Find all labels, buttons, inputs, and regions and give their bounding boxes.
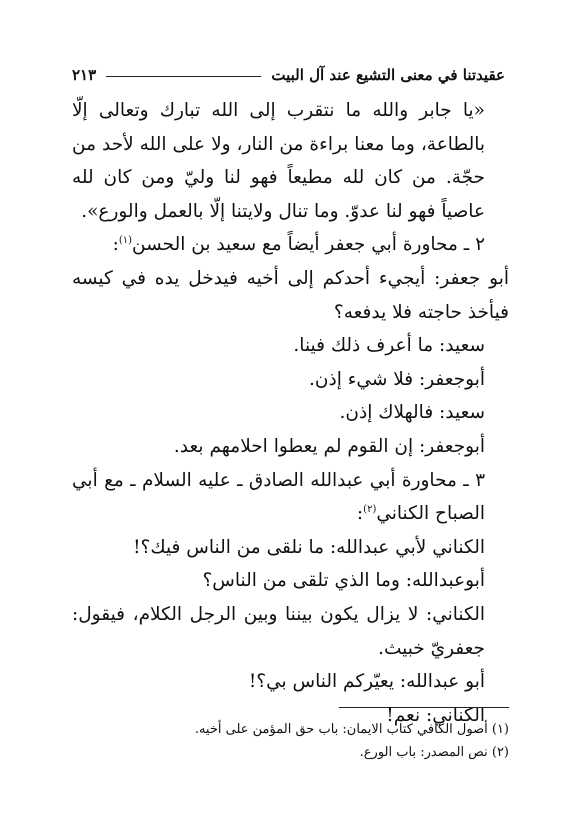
section-heading-2-text: ٢ ـ محاورة أبي جعفر أيضاً مع سعيد بن الحسن xyxy=(132,234,485,256)
footnote-ref-1: (١) xyxy=(118,235,133,247)
dialogue-line: أبوجعفر: إن القوم لم يعطوا احلامهم بعد. xyxy=(173,435,485,457)
main-text xyxy=(72,94,509,732)
page-number: ٢١٣ xyxy=(72,66,97,84)
footnote-1: (١) أصول الكافي كتاب الايمان: باب حق المؤمن على أخيه. xyxy=(194,722,509,737)
footnote-2: (٢) نص المصدر: باب الورع. xyxy=(359,745,509,760)
running-header xyxy=(72,62,505,88)
header-rule xyxy=(106,76,261,77)
section-heading-3-text: ٣ ـ محاورة أبي عبدالله الصادق ـ عليه السلام ـ مع أبي الصباح الكناني xyxy=(72,469,485,525)
dialogue-line: الكناني: لا يزال يكون بيننا وبين الرجل الكلام، فيقول: جعفريّ خبيث. xyxy=(72,603,485,659)
dialogue-line: الكناني: نعم! xyxy=(386,704,485,726)
dialogue-line: أبو جعفر: أيجيء أحدكم إلى أخيه فيدخل يده في كيسه فيأخذ حاجته فلا يدفعه؟ xyxy=(72,267,509,323)
section-heading-2 xyxy=(72,228,509,262)
section-heading-3-colon: : xyxy=(356,503,364,525)
section-heading-3 xyxy=(72,464,509,531)
quote-paragraph: «يا جابر والله ما نتقرب إلى الله تبارك وتعالى إلّا بالطاعة، وما معنا براءة من النار، ولا على الله لأحد من حجّة. من كان لله مطيعاً فهو لنا وليّ ومن كان لله عاصياً فهو لنا عدوّ. وما تنال ولايتنا إلّا بالعمل والورع». xyxy=(72,100,485,222)
dialogue-line: أبو عبدالله: يعيّركم الناس بي؟! xyxy=(248,671,485,693)
footnote-separator xyxy=(339,707,509,708)
section-heading-2-colon: : xyxy=(112,234,119,256)
dialogue-line: سعيد: فالهلاك إذن. xyxy=(339,402,485,424)
dialogue-line: سعيد: ما أعرف ذلك فينا. xyxy=(293,335,485,357)
dialogue-line: الكناني لأبي عبدالله: ما نلقى من الناس فيك؟! xyxy=(133,536,485,558)
running-title: عقيدتنا في معنى التشيع عند آل البيت xyxy=(271,66,505,84)
dialogue-line: أبوجعفر: فلا شيء إذن. xyxy=(309,368,485,390)
footnote-ref-2: (٢) xyxy=(363,503,377,515)
dialogue-line: أبوعبدالله: وما الذي تلقى من الناس؟ xyxy=(202,570,485,592)
footnotes xyxy=(72,718,509,764)
